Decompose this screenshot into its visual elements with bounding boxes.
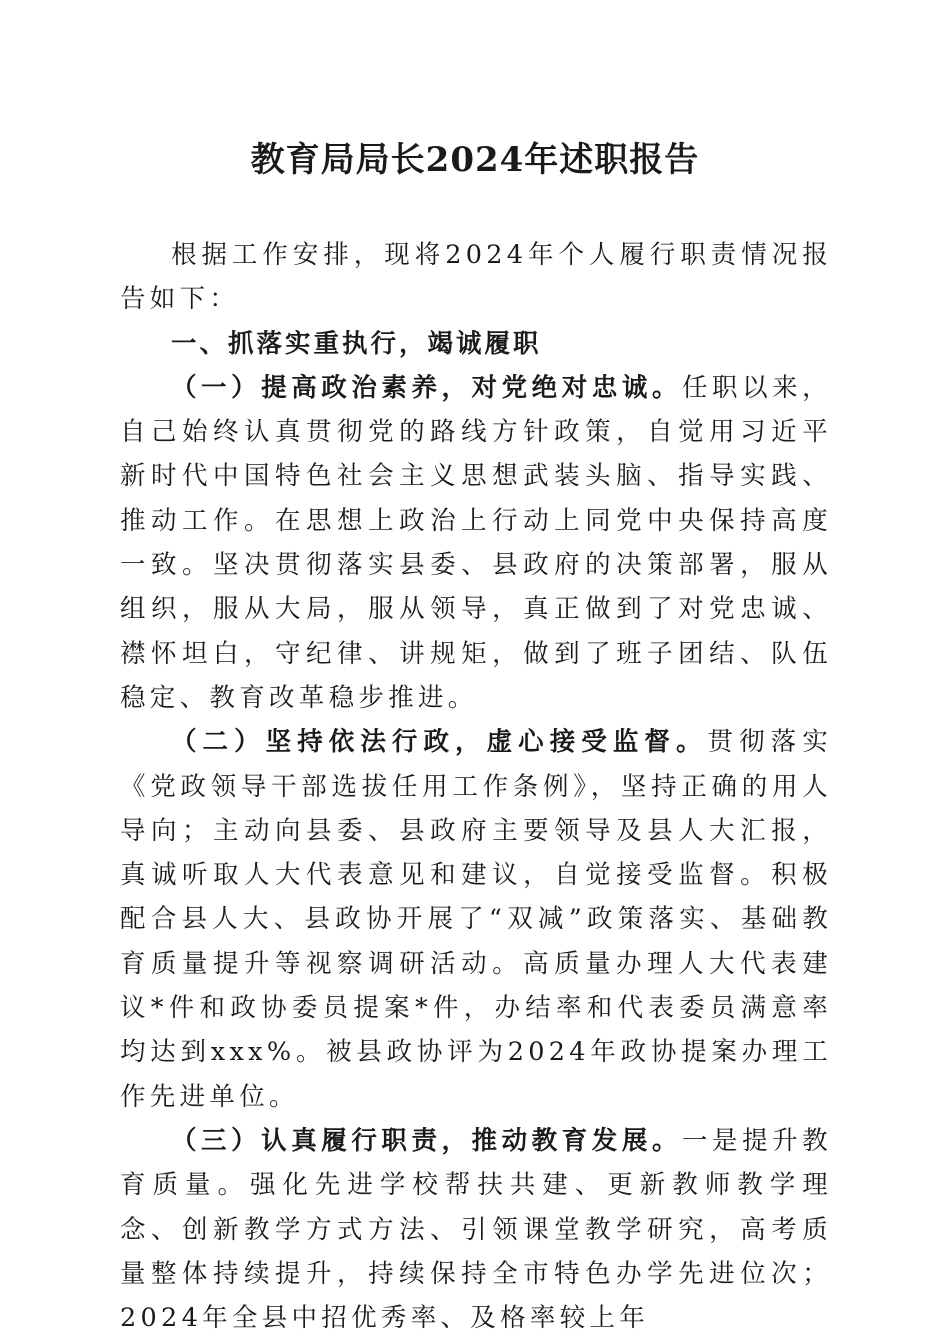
item-3-text: 一是提升教育质量。强化先进学校帮扶共建、更新教师教学理念、创新教学方式方法、引领课堂教学研究，高考质量整体持续提升，持续保持全市特色办学先进位次；2024年全县中招优秀率、及格率较上年 — [120, 1125, 832, 1334]
section-heading: 一、抓落实重执行，竭诚履职 — [171, 328, 542, 359]
paragraph-item-3 — [120, 1119, 832, 1340]
item-1-text: 任职以来，自己始终认真贯彻党的路线方针政策，自觉用习近平新时代中国特色社会主义思想武装头脑、指导实践、推动工作。在思想上政治上行动上同党中央保持高度一致。坚决贯彻落实县委、县政府的决策部署，服从组织，服从大局，服从领导，真正做到了对党忠诚、襟怀坦白，守纪律、讲规矩，做到了班子团结、队伍稳定、教育改革稳步推进。 — [120, 372, 832, 713]
intro-paragraph: 根据工作安排，现将2024年个人履行职责情况报告如下： — [120, 240, 832, 315]
paragraph-item-2 — [120, 720, 832, 1119]
item-3-lead: （三）认真履行职责，推动教育发展。 — [171, 1125, 682, 1156]
item-2-text: 贯彻落实《党政领导干部选拔任用工作条例》，坚持正确的用人导向；主动向县委、县政府主要领导及县人大汇报，真诚听取人大代表意见和建议，自觉接受监督。积极配合县人大、县政协开展了“双减”政策落实、基础教育质量提升等视察调研活动。高质量办理人大代表建议*件和政协委员提案*件，办结率和代表委员满意率均达到xxx%。被县政协评为2024年政协提案办理工作先进单位。 — [120, 727, 832, 1112]
document-title: 教育局局长2024年述职报告 — [250, 140, 700, 180]
document-body — [120, 233, 832, 1340]
paragraph-item-1 — [120, 366, 832, 720]
item-1-lead: （一）提高政治素养，对党绝对忠诚。 — [171, 372, 682, 403]
item-2-lead: （二）坚持依法行政，虚心接受监督。 — [171, 727, 708, 758]
